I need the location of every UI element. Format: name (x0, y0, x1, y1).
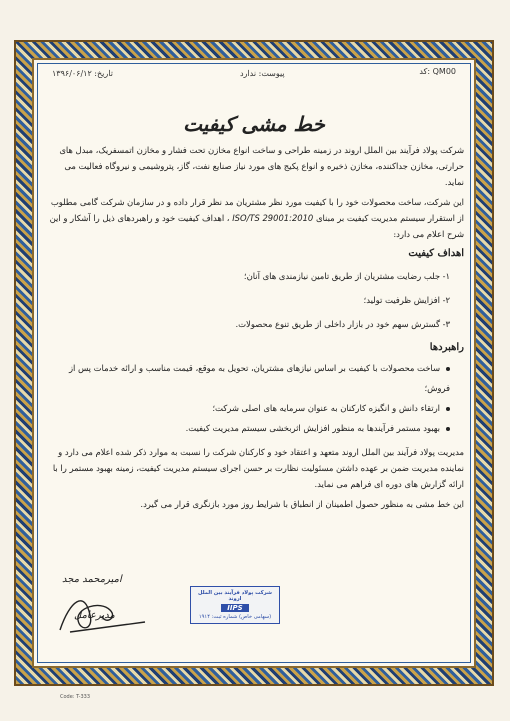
bullet-icon (446, 407, 450, 411)
document-title: خط مشی کیفیت (183, 112, 325, 136)
intro-paragraph: شرکت پولاد فرآیند بین الملل اروند در زمینه طراحی و ساخت انواع مخازن تحت فشار و مخازن اتمسفریک، مبدل های حرارتی، مخازن جداکننده، مخازن ذخیره و انواع پکیج های مورد نیاز صنایع نفت، گاز، پتروشیمی و نیروگاه فعالیت می نماید. (59, 145, 464, 187)
strategy-item (44, 358, 450, 398)
goal-item: ۱- جلب رضایت مشتریان از طریق تامین نیازمندی های آنان؛ (243, 271, 450, 281)
signer-name: امیرمحمد مجد (62, 574, 122, 585)
stamp-company-name: شرکت پولاد فرآیند بین الملل اروند (198, 590, 272, 602)
header-attachment: پیوست: ندارد (240, 69, 285, 78)
intro-paragraph (44, 194, 464, 242)
stamp-registration: (سهامی خاص) شماره ثبت: ۱۹۱۴ (198, 614, 272, 620)
bullet-icon (446, 427, 450, 431)
company-stamp (190, 586, 280, 624)
closing-paragraph: مدیریت پولاد فرآیند بین الملل اروند متعهد و اعتقاد خود و کارکنان شرکت را نسبت به موارد ذکر شده اعلام می دارد و نماینده مدیریت ضمن بر عهده داشتن مسئولیت نظارت بر حسن اجرای سیستم مدیریت کیفیت، زمینه بهبود مستمر را با ارائه گزارش های دوره ای فراهم می نماید. (52, 447, 464, 489)
signer-role: مدیرعامل (74, 610, 115, 621)
header-code: کد: QM00 (419, 67, 456, 76)
iso-standard: ISO/TS 29001:2010 (232, 213, 314, 223)
intro-text: این شرکت، ساخت محصولات خود را با کیفیت مورد نظر مشتریان مد نظر قرار داده و در سازمان شرکت گامی مطلوب از استقرار سیستم مدیریت کیفیت بر مبنای (50, 197, 464, 223)
strategy-text: ساخت محصولات با کیفیت بر اساس نیازهای مشتریان، تحویل به موقع، قیمت مناسب و ارائه خدمات پس از فروش؛ (68, 363, 450, 393)
stamp-logo: IIPS (221, 604, 248, 612)
strategy-item (44, 418, 450, 438)
header-date: تاریخ: ۱۳۹۶/۰۶/۱۲ (52, 69, 113, 78)
goal-item: ۳- گسترش سهم خود در بازار داخلی از طریق تنوع محصولات. (235, 319, 450, 329)
strategy-item (44, 398, 450, 418)
strategy-text: بهبود مستمر فرآیندها به منظور افزایش اثربخشی سیستم مدیریت کیفیت. (185, 423, 440, 433)
document-body (44, 142, 464, 516)
document-header (40, 63, 468, 83)
strategies-heading: راهبردها (429, 342, 464, 353)
form-code: Code: T-333 (60, 694, 91, 700)
bullet-icon (446, 367, 450, 371)
goal-item: ۲- افزایش ظرفیت تولید؛ (363, 295, 450, 305)
iso-suffix: ، اهداف کیفیت خود و راهبردهای ذیل را آشکار و این شرح اعلام می دارد: (49, 213, 464, 239)
strategy-text: ارتقاء دانش و انگیزه کارکنان به عنوان سرمایه های اصلی شرکت؛ (212, 403, 440, 413)
closing-paragraph: این خط مشی به منظور حصول اطمینان از انطباق با شرایط روز مورد بازنگری قرار می گیرد. (140, 499, 464, 509)
goals-heading: اهداف کیفیت (408, 248, 464, 259)
